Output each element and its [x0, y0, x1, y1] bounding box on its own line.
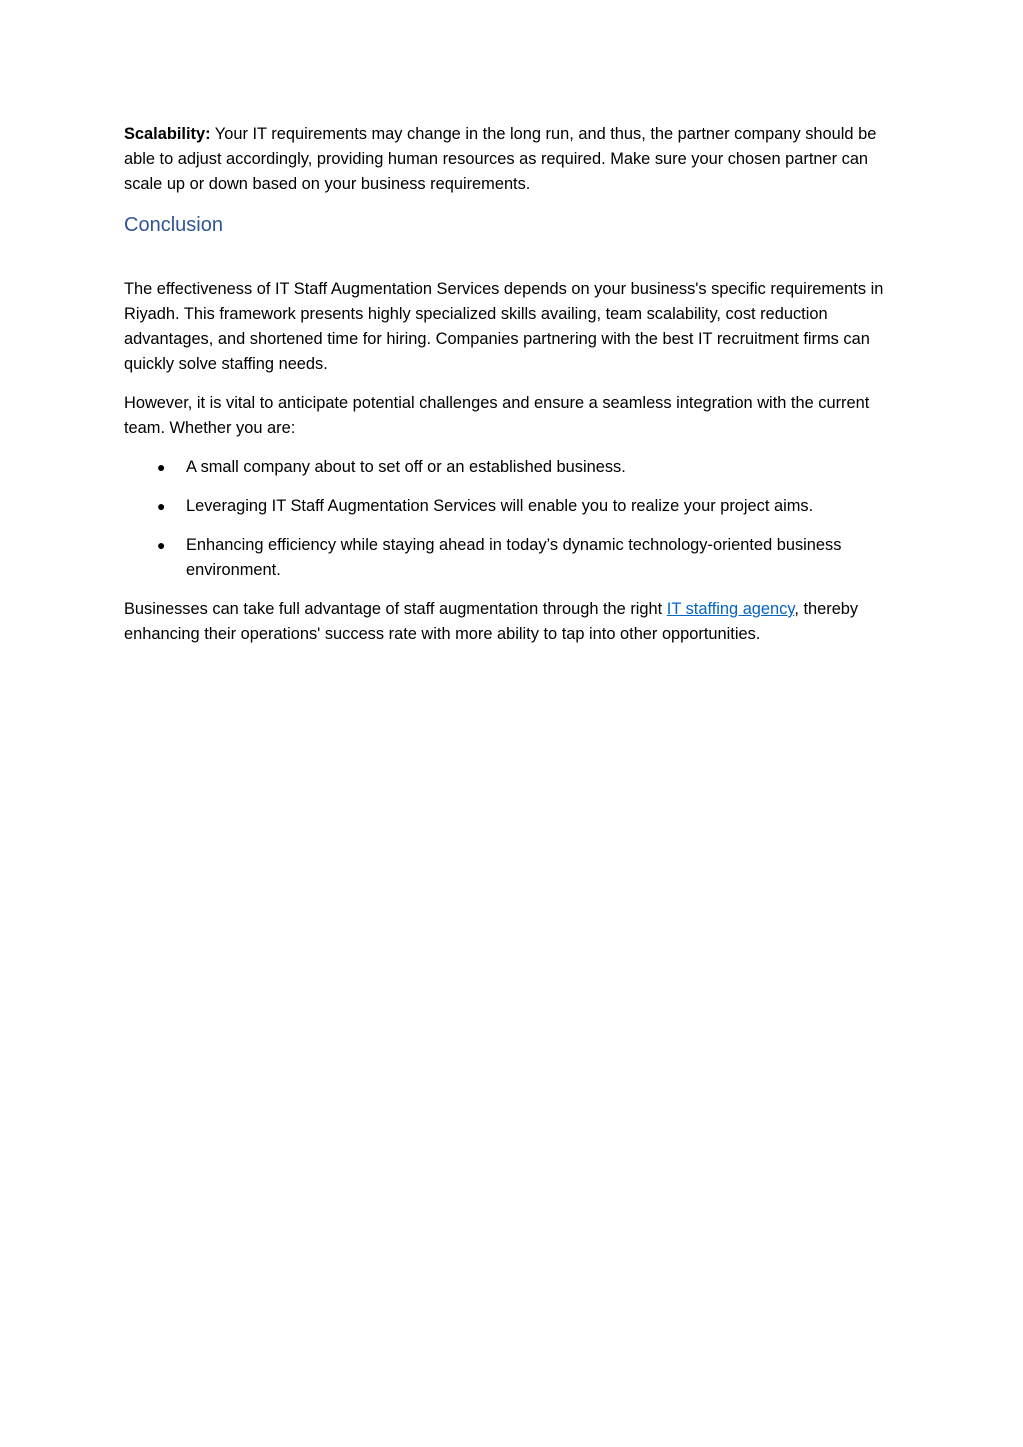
conclusion-heading: Conclusion [124, 214, 223, 236]
bullet-text: Leveraging IT Staff Augmentation Services will enable you to realize your project aims. [186, 497, 814, 515]
bullet-text: A small company about to set off or an established business. [186, 458, 626, 476]
it-staffing-agency-link[interactable]: IT staffing agency [666, 600, 795, 618]
bullet-icon: ● [157, 498, 166, 514]
closing-text-after-link: , thereby enhancing their operations' success rate with more ability to tap into other opportunities. [124, 600, 859, 643]
bullet-icon: ● [157, 459, 166, 475]
bullet-icon: ● [157, 537, 166, 553]
list-item [124, 533, 904, 583]
closing-text-before-link: Businesses can take full advantage of staff augmentation through the right [124, 600, 667, 618]
scalability-paragraph [124, 122, 904, 197]
conclusion-paragraph-2: However, it is vital to anticipate potential challenges and ensure a seamless integration with the current team. Whether you are: [124, 394, 870, 437]
list-item [124, 455, 904, 480]
conclusion-paragraph-1: The effectiveness of IT Staff Augmentation Services depends on your business's specific requirements in Riyadh. This framework presents highly specialized skills availing, team scalability, cost reduction advantages, and shortened time for hiring. Companies partnering with the best IT recruitment firms can quickly solve staffing needs. [124, 280, 884, 373]
scalability-text: Your IT requirements may change in the long run, and thus, the partner company should be able to adjust accordingly, providing human resources as required. Make sure your chosen partner can scale up or down based on your business requirements. [124, 125, 877, 193]
bullet-list [124, 455, 904, 583]
list-item [124, 494, 904, 519]
scalability-label: Scalability: [124, 125, 211, 143]
bullet-text: Enhancing efficiency while staying ahead in today’s dynamic technology-oriented business environment. [186, 536, 842, 579]
closing-paragraph [124, 597, 904, 647]
document-page [124, 122, 904, 647]
